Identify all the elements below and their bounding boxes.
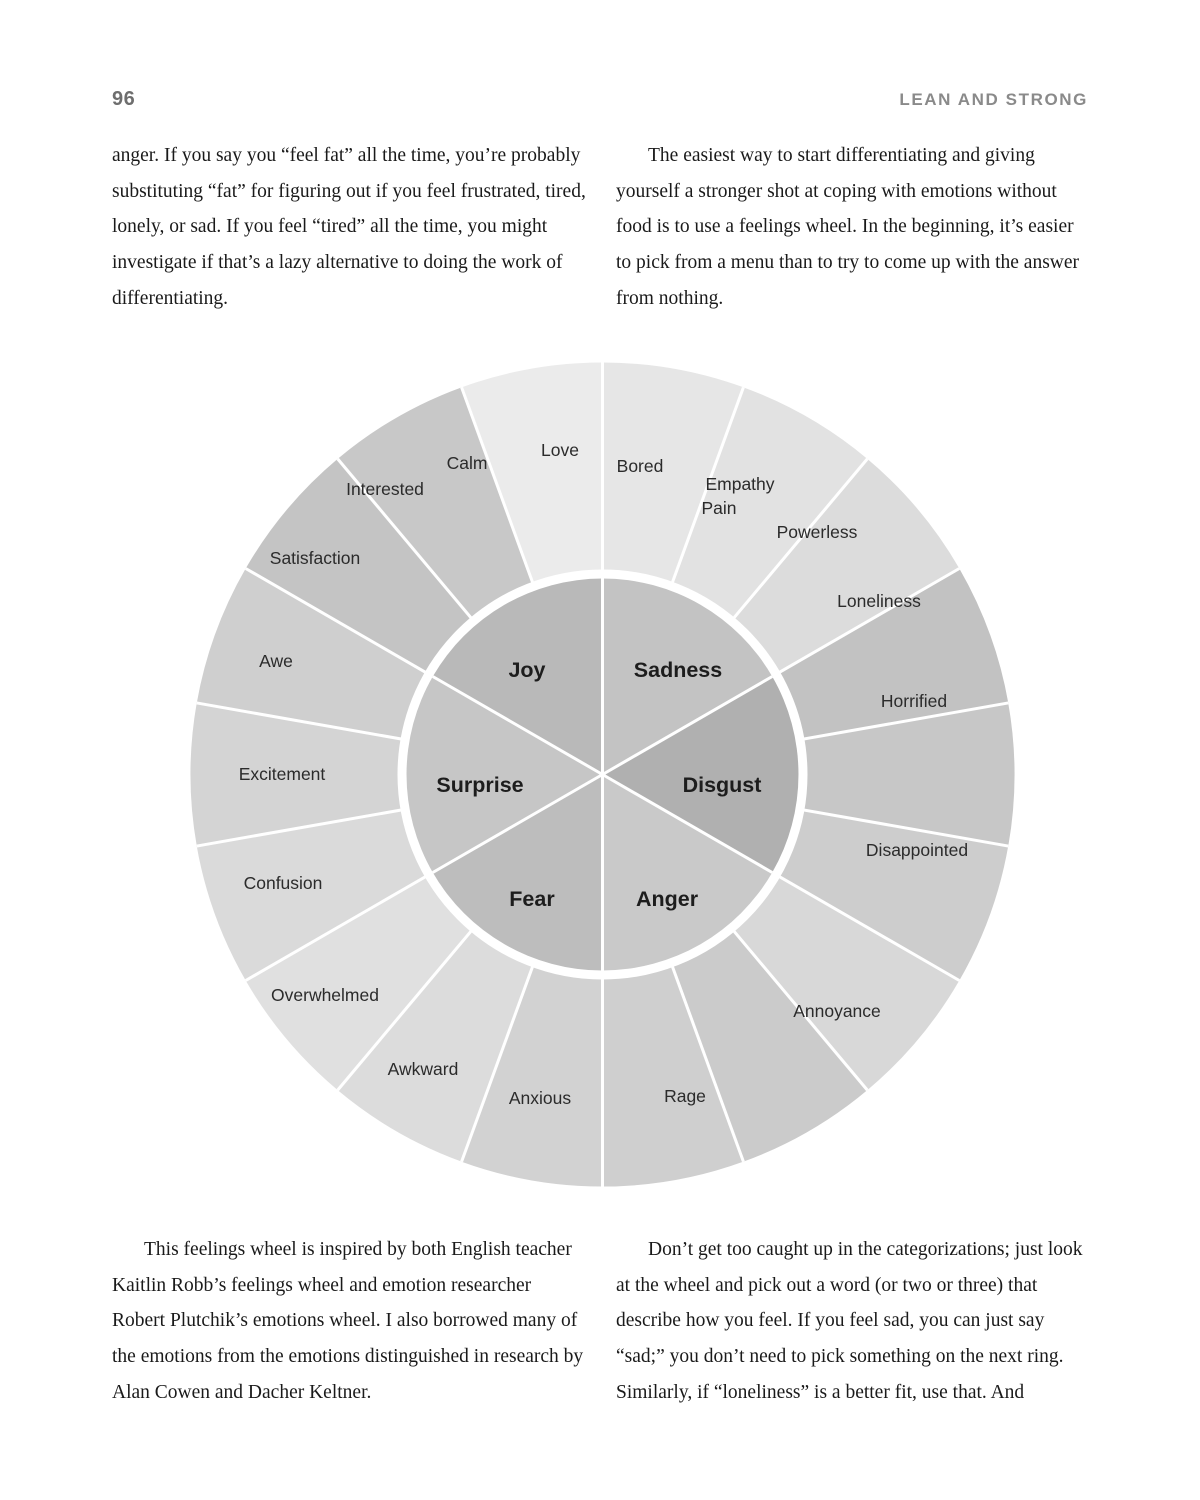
- body-column-top-left: [112, 138, 586, 316]
- outer-label-love: Love: [541, 440, 579, 460]
- outer-label-calm: Calm: [446, 453, 488, 473]
- book-title: LEAN AND STRONG: [899, 90, 1088, 109]
- outer-label-anxious: Anxious: [508, 1088, 572, 1108]
- outer-label-annoyance: Annoyance: [793, 1001, 881, 1021]
- body-column-bottom-right: [616, 1232, 1090, 1410]
- paragraph-bottom-right: Don’t get too caught up in the categorizations; just look at the wheel and pick out a word (or two or three) that describe how you feel. If you feel sad, you can just say “sad;” you don’t need to pick something on the next ring. Similarly, if “loneliness” is a better fit, use that. And: [616, 1239, 1083, 1403]
- outer-label-horrified: Horrified: [880, 691, 948, 711]
- paragraph-top-right: The easiest way to start differentiating and giving yourself a stronger shot at coping with emotions without food is to use a feelings wheel. In the beginning, it’s easier to pick from a menu than to try to come up with the answer from nothing.: [616, 145, 1080, 309]
- outer-label-excitement: Excitement: [238, 764, 326, 784]
- outer-label-overwhelmed: Overwhelmed: [271, 985, 379, 1005]
- outer-label-awkward: Awkward: [387, 1059, 459, 1079]
- body-column-top-right: [616, 138, 1090, 316]
- outer-label-loneliness: Loneliness: [837, 591, 921, 611]
- body-column-bottom-left: [112, 1232, 586, 1410]
- feelings-wheel: [180, 352, 1025, 1197]
- outer-label-interested: Interested: [346, 479, 424, 499]
- paragraph-bottom-left: This feelings wheel is inspired by both English teacher Kaitlin Robb’s feelings wheel and emotion researcher Robert Plutchik’s emotions wheel. I also borrowed many of the emotions from the emotions distinguished in research by Alan Cowen and Dacher Keltner.: [112, 1239, 584, 1403]
- outer-label-rage: Rage: [664, 1086, 706, 1106]
- core-label-anger: Anger: [635, 887, 699, 911]
- core-label-fear: Fear: [509, 887, 555, 911]
- feelings-wheel-svg: [180, 352, 1025, 1197]
- outer-label-empathy-pain-line1: Empathy: [705, 474, 775, 494]
- core-label-surprise: Surprise: [436, 773, 524, 797]
- outer-label-confusion: Confusion: [243, 873, 323, 893]
- outer-label-powerless: Powerless: [776, 522, 858, 542]
- paragraph-top-left: anger. If you say you “feel fat” all the time, you’re probably substituting “fat” for figuring out if you feel frustrated, tired, lonely, or sad. If you feel “tired” all the time, you might investigate if that’s a lazy alternative to doing the work of differentiating.: [112, 145, 586, 309]
- core-label-disgust: Disgust: [682, 773, 762, 797]
- outer-label-awe: Awe: [259, 651, 293, 671]
- page-number: 96: [112, 88, 136, 110]
- outer-label-disappointed: Disappointed: [865, 840, 969, 860]
- outer-label-empathy-pain-line2: Pain: [701, 498, 737, 518]
- outer-label-satisfaction: Satisfaction: [269, 548, 361, 568]
- running-head: [112, 88, 1088, 118]
- core-label-joy: Joy: [508, 658, 546, 682]
- outer-label-bored: Bored: [616, 456, 664, 476]
- core-label-sadness: Sadness: [633, 658, 723, 682]
- feelings-wheel-figure: [180, 352, 1025, 1197]
